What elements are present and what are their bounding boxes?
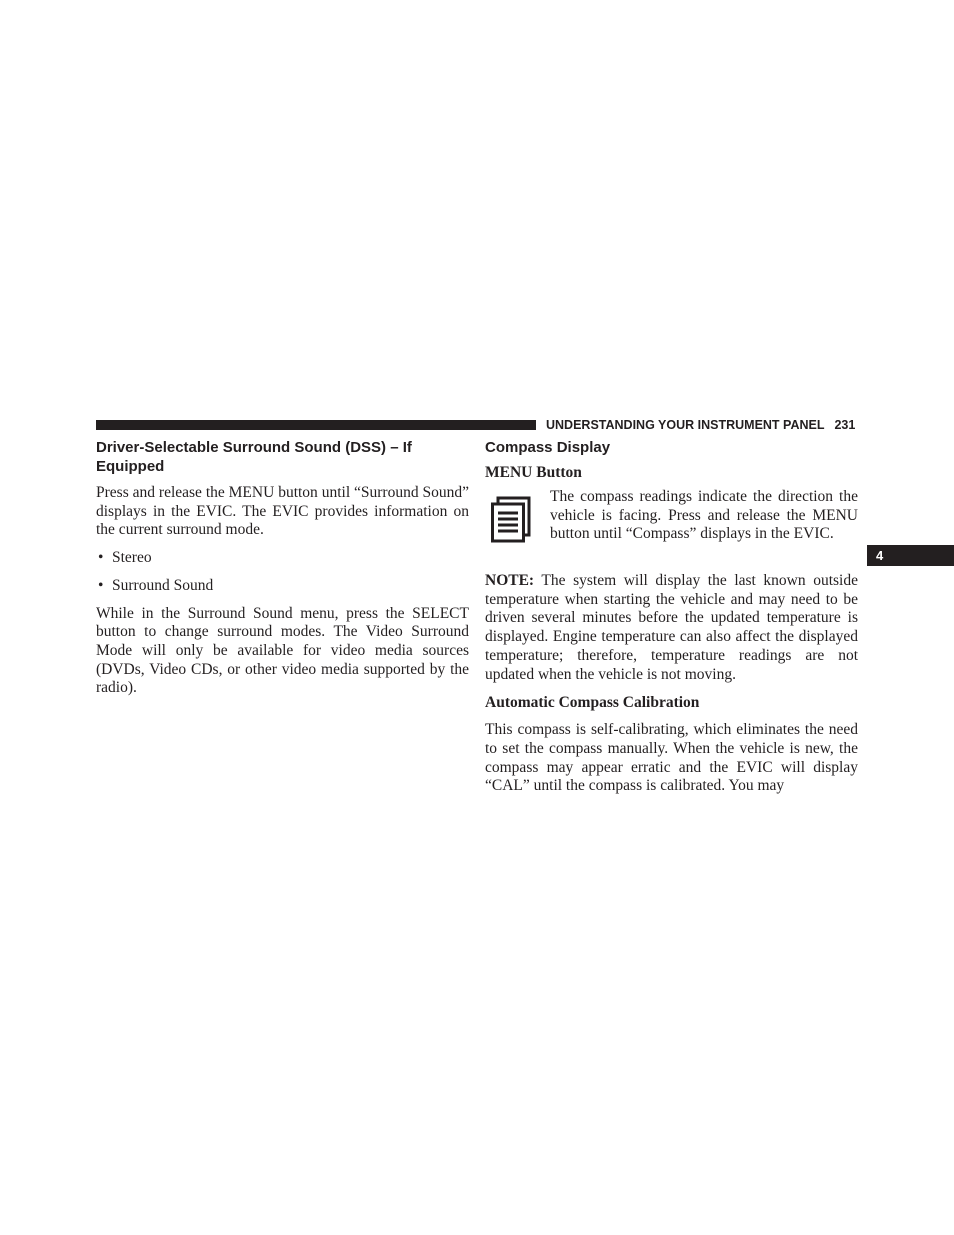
dss-select-paragraph: While in the Surround Sound menu, press the SELECT button to change surround modes. The Video Surround Mode will only be available for video media sources (DVDs, Video CDs, or other video media supported by the radio). (96, 604, 469, 697)
running-header (546, 417, 858, 433)
note-paragraph (485, 572, 858, 684)
section-title: UNDERSTANDING YOUR INSTRUMENT PANEL (546, 418, 825, 432)
bullet: • (98, 576, 104, 594)
right-column (485, 438, 858, 796)
compass-intro-paragraph: The compass readings indicate the direction the vehicle is facing. Press and release the MENU button until “Compass” displays in the EVIC. (550, 488, 858, 543)
list-item: • Stereo (98, 549, 152, 567)
chapter-tab[interactable]: 4 (867, 545, 954, 566)
list-item: • Surround Sound (98, 576, 214, 594)
menu-button-block (485, 488, 858, 563)
dss-heading: Driver-Selectable Surround Sound (DSS) – If Equipped (96, 439, 412, 475)
note-text: The system will display the last known outside temperature when starting the vehicle and may need to be driven several minutes before the updated temperature is displayed. Engine temperature can also affect the displayed temperature; therefore, temperature readings are not updated when the vehicle is not moving. (485, 572, 858, 683)
menu-button-icon (491, 493, 535, 543)
header-rule (96, 420, 536, 430)
bullet: • (98, 549, 104, 567)
note-label: NOTE: (485, 572, 535, 589)
calibration-paragraph: This compass is self-calibrating, which eliminates the need to set the compass manually. When the vehicle is new, the compass may appear erratic and the EVIC will display “CAL” until the compass is calibrated. You may (485, 721, 858, 795)
page-number: 231 (834, 418, 856, 432)
left-column (96, 438, 469, 698)
dss-intro-paragraph: Press and release the MENU button until “Surround Sound” displays in the EVIC. The EVIC provides information on the current surround mode. (96, 484, 469, 539)
calibration-subheading: Automatic Compass Calibration (485, 694, 700, 712)
menu-button-subheading: MENU Button (485, 464, 582, 481)
surround-mode-list (96, 549, 469, 595)
compass-heading: Compass Display (485, 439, 611, 456)
